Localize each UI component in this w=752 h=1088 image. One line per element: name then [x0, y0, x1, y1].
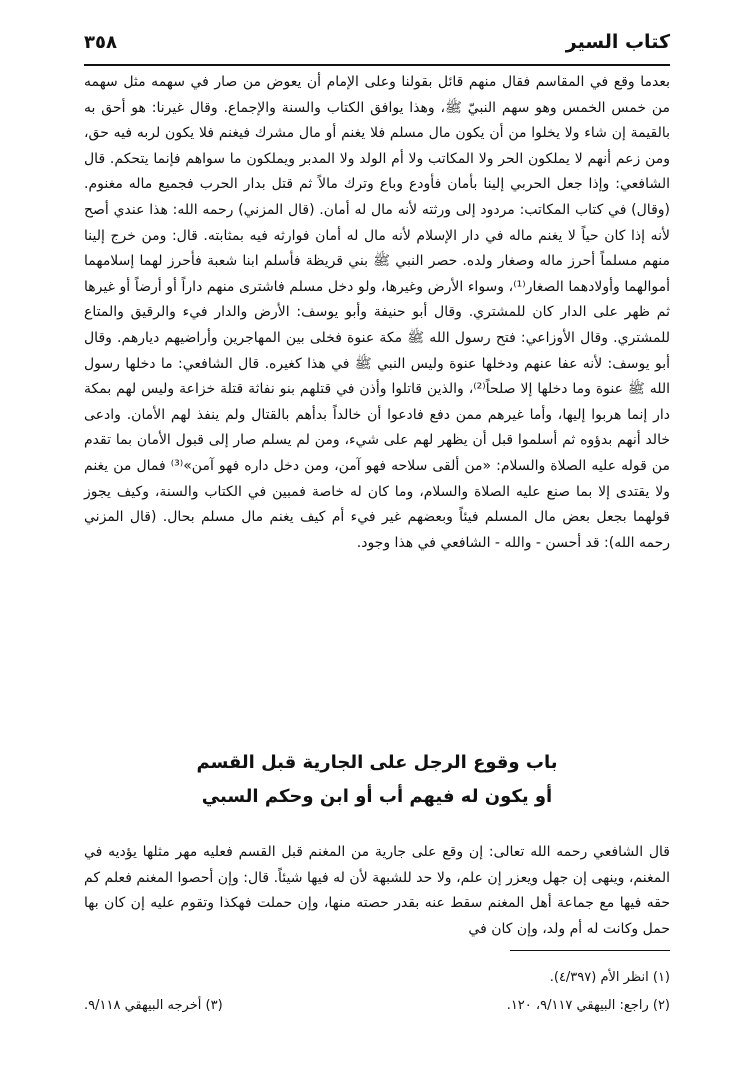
page-header	[84, 22, 670, 62]
heading-line: باب وقوع الرجل على الجارية قبل القسم	[196, 752, 558, 773]
paragraph: بعدما وقع في المقاسم فقال منهم قائل بقولنا وعلى الإمام أن يعوض من صار في سهمه مثل سهمه من خمس الخمس وهو سهم النبيّ ﷺ، وهذا يوافق الكتاب والسنة والإجماع. وقال غيرنا: هو أحق به بالقيمة إن شاء ولا يخلوا من أن يكون مال مسلم فلا يغنم أو مال مشرك فيغنم فلا يكون لربه فيه حق، ومن زعم أنهم لا يملكون الحر ولا المكاتب ولا أم الولد ولا المدبر ويملكون ما سواهم فإنما يتحكم. قال الشافعي: وإذا جعل الحربي إلينا بأمان فأودع وباع وترك مالاً ثم قتل بدار الحرب فجميع ماله مغنوم. (وقال) في كتاب المكاتب: مردود إلى ورثته لأنه مال له أمان. (قال المزني) رحمه الله: هذا عندي أصح لأنه إذا كان حياً لا يغنم ماله في دار الإسلام لأنه مال له أمان فوارثه فيه بمثابته. قال: ومن خرج إلينا منهم مسلماً أحرز ماله وصغار ولده. حصر النبي ﷺ بني قريظة فأسلم ابنا شعبة فأحرز لهما إسلامهما أموالهما وأولادهما الصغار⁽¹⁾، وسواء الأرض وغيرها، ولو دخل مسلم فاشترى منهم داراً أو أرضاً أو غيرها ثم ظهر على الدار كان للمشتري. وقال أبو حنيفة وأبو يوسف: الأرض والدار فيء والرقيق والمتاع للمشتري. وقال الأوزاعي: فتح رسول الله ﷺ مكة عنوة فخلى بين المهاجرين وأراضيهم ديارهم. وقال أبو يوسف: لأنه عفا عنهم ودخلها عنوة وليس النبي ﷺ في هذا كغيره. قال الشافعي: ما دخلها رسول الله ﷺ عنوة وما دخلها إلا صلحاً⁽²⁾، والذين قاتلوا وأذن في قتلهم بنو نفاثة قتلة خزاعة وليس لهم بمكة دار إنما هربوا إليها، وأما غيرهم ممن دفع فادعوا أن خالداً بدأهم بالقتال ولم ينفذ لهم الأمان. وادعى خالد أنهم بدؤوه ثم أسلموا قبل أن يظهر لهم على شيء، ومن لم يسلم صار إلى قبول الأمان بما تقدم من قوله عليه الصلاة والسلام: «من ألقى سلاحه فهو آمن، ومن دخل داره فهو آمن»⁽³⁾ فمال من يغنم ولا يقتدى إلا بما صنع عليه الصلاة والسلام، وما كان له خاصة فمبين في الكتاب والسنة، وكيف يجوز قولهما بجعل بعض مال المسلم فيئاً وبعضهم غير فيء أم كيف يغنم مال مسلم بحال. (قال المزني رحمه الله): قد أحسن - والله - الشافعي في هذا وجود.	[84, 74, 670, 551]
footnote: (١) انظر الأم (٤/٣٩٧).	[549, 970, 670, 985]
main-text	[84, 70, 670, 556]
footnote-rule	[510, 950, 670, 951]
footnotes	[84, 964, 670, 1020]
header-rule	[84, 64, 670, 66]
section-heading	[84, 746, 670, 814]
heading-line: أو يكون له فيهم أب أو ابن وحكم السبي	[201, 786, 553, 807]
footnote: (٣) أخرجه البيهقي ٩/١١٨.	[84, 998, 223, 1013]
paragraph: قال الشافعي رحمه الله تعالى: إن وقع على جارية من المغنم قبل القسم فعليه مهر مثلها يؤديه في المغنم، وينهى إن جهل ويعزر إن علم، ولا حد للشبهة لأن له فيها شيئاً. قال: وإن أحصوا المغنم فعلم كم حقه فيها مع جماعة أهل المغنم سقط عنه بقدر حصته منها، وإن حملت فهكذا وتقوم عليه إن كان بها حمل وكانت له أم ولد، وإن كان في	[84, 844, 670, 937]
section-text	[84, 826, 670, 956]
page-number: ٣٥٨	[84, 31, 117, 53]
running-title: كتاب السير	[565, 31, 670, 53]
footnote: (٢) راجع: البيهقي ٩/١١٧، ١٢٠.	[506, 998, 670, 1013]
